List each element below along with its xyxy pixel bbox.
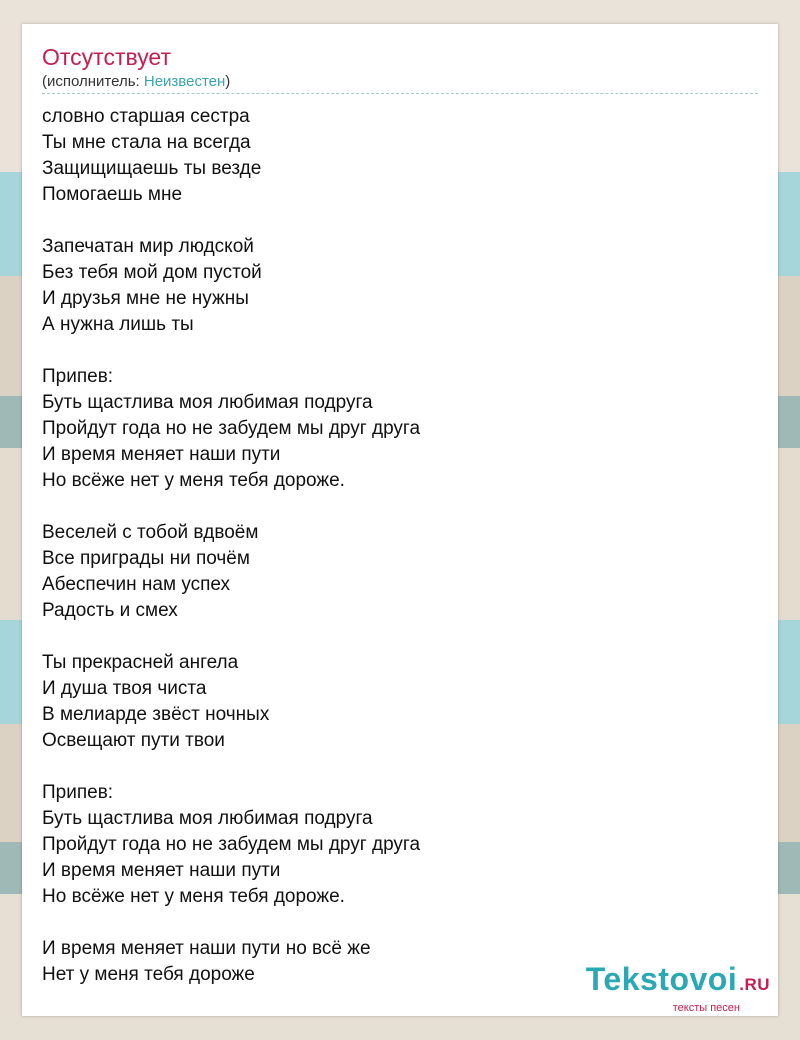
lyrics-text: словно старшая сестра Ты мне стала на всегда Защищищаешь ты везде Помогаешь мне Запечатан мир людской Без тебя мой дом пустой И друзья мне не нужны А нужна лишь ты Припев: Буть щастлива моя любимая подруга Пройдут года но не забудем мы друг друга И время меняет наши пути Но всёже нет у меня тебя дороже. Веселей с тобой вдвоём Все приграды ни почём Абеспечин нам успех Радость и смех Ты прекрасней ангела И душа твоя чиста В мелиарде звёст ночных Освещают пути твои Припев: Буть щастлива моя любимая подруга Пройдут года но не забудем мы друг друга И время меняет наши пути Но всёже нет у меня тебя дороже. И время меняет наши пути но всё же Нет у меня тебя дороже	[42, 106, 421, 985]
song-title: Отсутствует	[42, 44, 171, 70]
divider	[42, 93, 758, 94]
performer-line	[42, 73, 230, 90]
performer-suffix: )	[225, 73, 231, 90]
logo-wordmark	[586, 962, 770, 1002]
logo-tld: .RU	[739, 975, 770, 994]
performer-prefix: (исполнитель:	[42, 73, 144, 90]
logo-name: Tekstovoi	[585, 961, 738, 997]
performer-link[interactable]: Неизвестен	[143, 73, 226, 90]
lyrics-card	[22, 24, 778, 1016]
site-logo[interactable]	[586, 962, 770, 1014]
logo-tagline: тексты песен	[672, 1002, 740, 1014]
